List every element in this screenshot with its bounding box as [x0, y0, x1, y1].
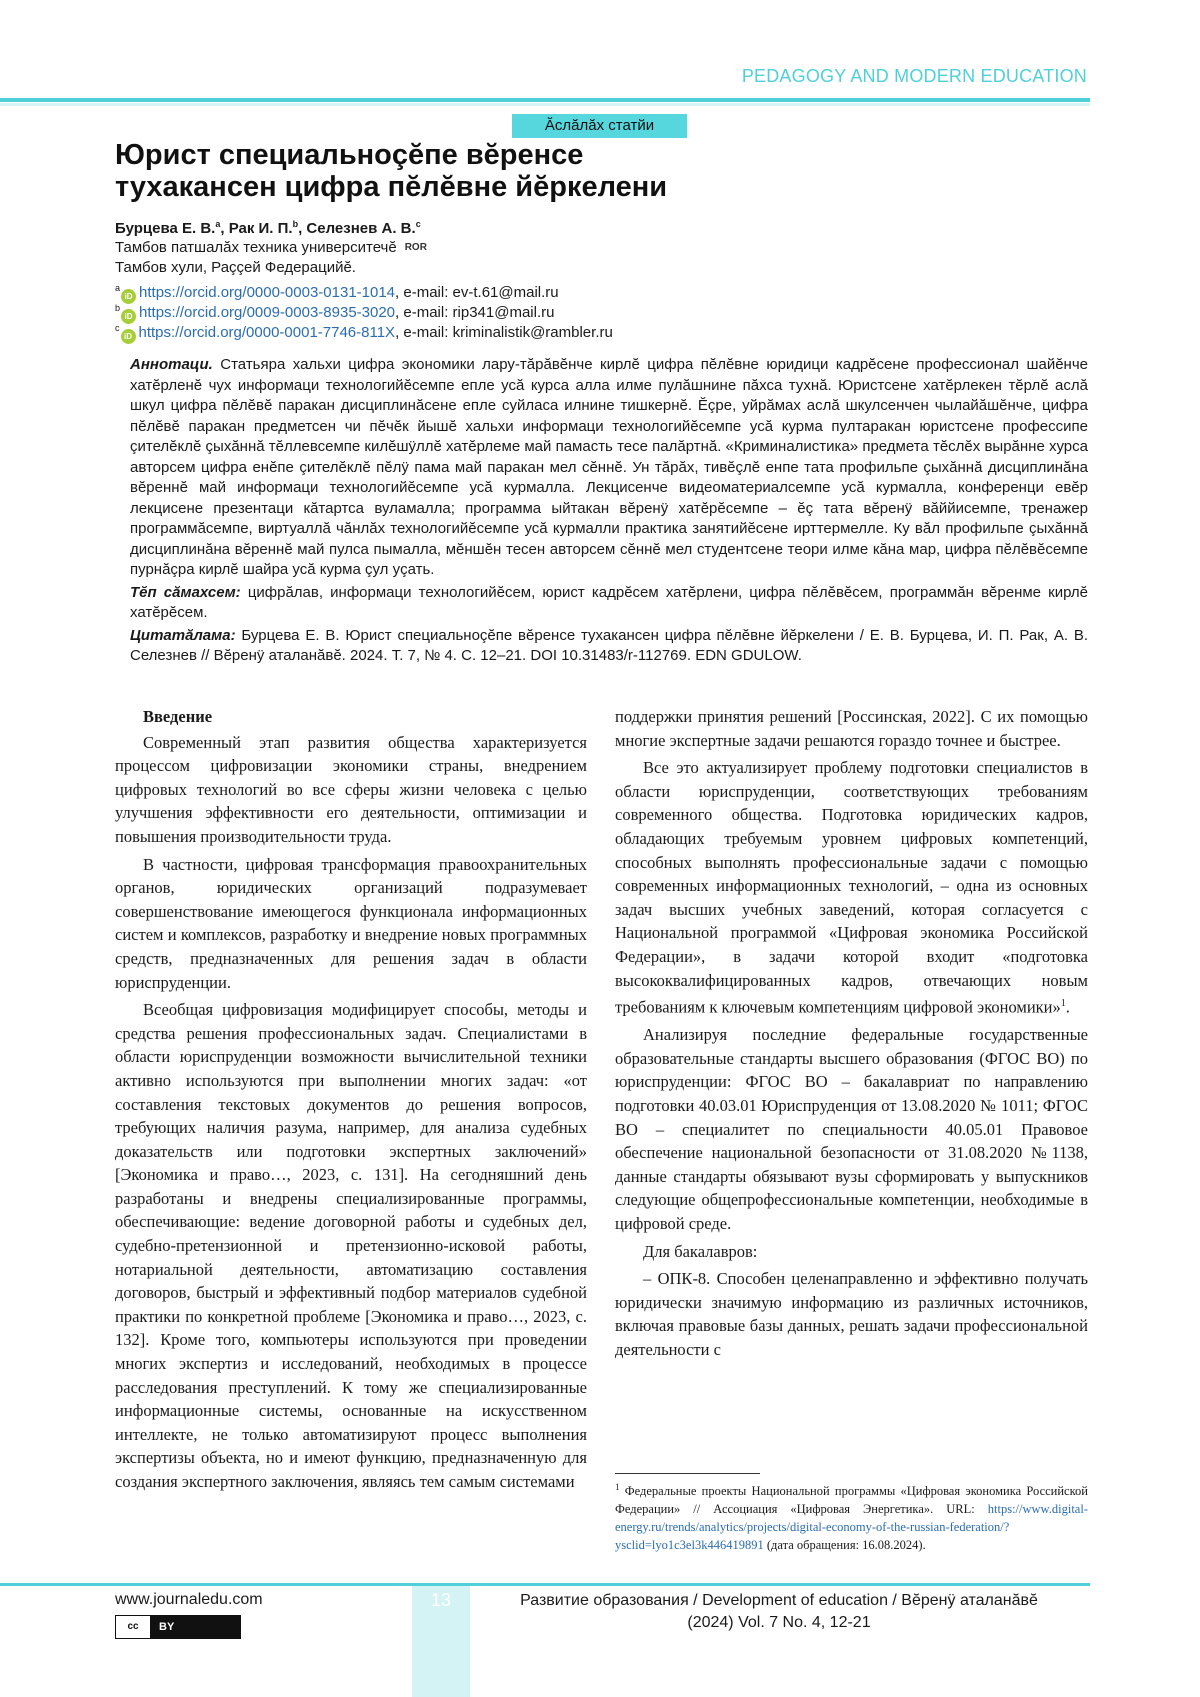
orcid-icon: iD [121, 309, 136, 324]
footer-rule [0, 1583, 1090, 1586]
left-column [115, 705, 587, 1498]
orcid-sup: b [115, 303, 120, 313]
right-column [615, 705, 1088, 1366]
affiliation-university: Тамбов патшалăх техника университечĕ [115, 239, 397, 256]
orcid-link[interactable]: https://orcid.org/0000-0001-7746-811X [139, 324, 396, 341]
author-3: Селезнев А. В. [306, 220, 415, 237]
citation-label: Цитатăлама: [130, 627, 236, 644]
abstract-block [130, 355, 1088, 669]
keywords-label: Тĕп сăмахсем: [130, 584, 241, 601]
author-1: Бурцева Е. В. [115, 220, 215, 237]
paragraph: Анализируя последние федеральные государственные образовательные стандарты высшего образования (ФГОС ВО) по юриспруденции: ФГОС ВО – бакалавриат по направлению подготовки 40.03.01 Юриспруденция от 13.08.2020 № 1011; ФГОС ВО – специалитет по специальности 40.05.01 Правовое обеспечение национальной безопасности от 31.08.2020 №1138, данные стандарты обязывают вузы сформировать у выпускников следующие общепрофессиональные компетенции, необходимые в цифровой среде. [615, 1023, 1088, 1235]
orcid-link[interactable]: https://orcid.org/0009-0003-8935-3020 [139, 304, 395, 321]
abstract-label: Аннотаци. [130, 356, 213, 373]
cc-icon: cc [116, 1616, 151, 1638]
page-number: 13 [412, 1590, 470, 1611]
citation-text: Бурцева Е. В. Юрист специальноçĕпе вĕренсе тухакансен цифра пĕлĕвне йĕркелени / Е. В. Бурцева, И. П. Рак, А. В. Селезнев // Вĕренÿ аталанăвĕ. 2024. Т. 7, № 4. С. 12–21. DOI 10.31483/r-112769. EDN GDULOW. [130, 627, 1088, 665]
article-title [115, 139, 1015, 203]
keywords-text: цифрăлав, информаци технологийĕсем, юрист кадрĕсем хатĕрлени, цифра пĕлĕвĕсем, программăн вĕренме кирлĕ хатĕрĕсем. [130, 584, 1088, 622]
author-email: , e-mail: ev-t.61@mail.ru [395, 284, 559, 301]
abstract [130, 355, 1088, 581]
section-heading: Введение [115, 705, 587, 729]
orcid-sup: c [115, 323, 120, 333]
journal-footer-line-1: Развитие образования / Development of education / Вĕренÿ аталанăвĕ [470, 1590, 1088, 1612]
author-2: Рак И. П. [229, 220, 293, 237]
affiliation-line-2: Тамбов хули, Раççей Федерацийĕ. [115, 258, 356, 278]
cc-by-license-badge[interactable] [115, 1615, 241, 1639]
article-type-badge: Ăслăлăх статйи [512, 114, 687, 138]
citation [130, 626, 1088, 667]
orcid-icon: iD [121, 289, 136, 304]
title-line-2: тухакансен цифра пĕлĕвне йĕркелени [115, 171, 1015, 203]
paragraph: поддержки принятия решений [Россинская, 2022]. С их помощью многие экспертные задачи решаются гораздо точнее и быстрее. [615, 705, 1088, 752]
keywords [130, 583, 1088, 624]
footnote-text: Федеральные проекты Национальной программы «Цифровая экономика Российской Федерации» // Ассоциация «Цифровая Энергетика». URL: [615, 1484, 1088, 1516]
journal-footer [470, 1590, 1088, 1634]
paragraph: Современный этап развития общества характеризуется процессом цифровизации экономики страны, внедрением цифровых технологий во все сферы жизни человека с целью улучшения эффективности его деятельности, оптимизации и повышения производительности труда. [115, 731, 587, 849]
paragraph: Все это актуализирует проблему подготовки специалистов в области юриспруденции, соответствующих требованиям современного общества. Подготовка юридических кадров, обладающих требуемым уровнем цифровых компетенций, способных выполнять профессиональные задачи с помощью современных информационных технологий, – одна из основных задач высших учебных заведений, которая согласуется с Национальной программой «Цифровая экономика Российской Федерации», в задачи которой входит «подготовка высококвалифицированных кадров, отвечающих новым требованиям к ключевым компетенциям цифровой экономики»1. [615, 756, 1088, 1019]
orcid-icon: iD [121, 329, 136, 344]
author-1-sup: a [215, 219, 220, 229]
footnote-ref[interactable]: 1 [1061, 998, 1066, 1009]
paragraph-text: Все это актуализирует проблему подготовки специалистов в области юриспруденции, соответствующих требованиям современного общества. Подготовка юридических кадров, обладающих требуемым уровнем цифровых компетенций, способных выполнять профессиональные задачи с помощью современных информационных технологий, – одна из основных задач высших учебных заведений, которая согласуется с Национальной программой «Цифровая экономика Российской Федерации», в задачи которой входит «подготовка высококвалифицированных кадров, отвечающих новым требованиям к ключевым компетенциям цифровой экономики» [615, 758, 1088, 1016]
orcid-sup: a [115, 283, 120, 293]
journal-header: PEDAGOGY AND MODERN EDUCATION [742, 66, 1087, 87]
author-email: , e-mail: rip341@mail.ru [395, 304, 554, 321]
affiliation-line-1 [115, 238, 427, 258]
paragraph: – ОПК-8. Способен целенаправленно и эффективно получать юридически значимую информацию из различных источников, включая правовые базы данных, решать задачи профессиональной деятельности с [615, 1267, 1088, 1361]
title-line-1: Юрист специальноçĕпе вĕренсе [115, 139, 1015, 171]
footnote-number: 1 [615, 1482, 620, 1492]
footnote [615, 1478, 1088, 1554]
orcid-link[interactable]: https://orcid.org/0000-0003-0131-1014 [139, 284, 395, 301]
header-rule [0, 98, 1090, 102]
author-2-sup: b [293, 219, 299, 229]
paragraph: Для бакалавров: [615, 1240, 1088, 1264]
header-rule-light [0, 103, 1090, 106]
by-label: BY [151, 1616, 174, 1638]
author-email: , e-mail: kriminalistik@rambler.ru [395, 324, 613, 341]
footnote-link[interactable]: https://www.digital-energy.ru/trends/analytics/projects/digital-economy-of-the-russian-federation/?ysclid=lyo1c3el3k446419891 [615, 1502, 1088, 1552]
ror-icon[interactable]: ROR [405, 238, 427, 258]
orcid-row-c [115, 318, 613, 344]
paragraph: Всеобщая цифровизация модифицирует способы, методы и средства решения профессиональных задач. Специалистами в области юриспруденции возможности вычислительной техники активно используются при выполнении многих задач: «от составления текстовых документов до решения вопросов, требующих наличия разума, например, для анализа судебных доказательств или подготовки экспертных заключений» [Экономика и право…, 2023, с. 131]. На сегодняшний день разработаны и внедрены специализированные программы, обеспечивающие: ведение договорной работы и судебных дел, судебно-претензионной и претензионно-исковой работы, нотариальной деятельности, автоматизацию составления договоров, быстрый и эффективный подбор материалов судебной практики по конкретной проблеме [Экономика и право…, 2023, с. 132]. Кроме того, компьютеры используются при проведении многих экспертиз и исследований, необходимых в процессе расследования преступлений. К тому же специализированные информационные системы, основанные на искусственном интеллекте, не только автоматизируют процесс выполнения экспертизы объекта, но и имеют функцию, предназначенную для создания экспертного заключения, являясь тем самым системами [115, 998, 587, 1493]
journal-website-link[interactable]: www.journaledu.com [115, 1591, 263, 1609]
abstract-text: Статьяра хальхи цифра экономики лару-тăрăвĕнче кирлĕ цифра пĕлĕвне юридици кадрĕсене профессионал шайĕнче хатĕрленĕ чух информаци технологийĕсемпе епле усă курса алла илме пулăшнине пăхса тухнă. Юристсене хатĕрлекен тĕрлĕ аслă шкул цифра пĕлĕвĕ паракан дисциплинăсене епле суйласа илнине тишкернĕ. Ĕçре, уйрăмах аслă шкулсенчен чылайăшĕнче, цифра пĕлĕвĕ паракан предметсен чи пĕчĕк йышĕ хальхи информаци технологийĕсемпе усă курма пултаракан юристсене професси­пе çителĕклĕ çыхăннă тĕллевсемпе килĕшÿллĕ хатĕрлеме май памасть тесе палăртнă. «Криминалистика» предмета тĕслĕх вырăнне хурса авторсем цифра енĕпе çителĕклĕ пĕлÿ пама май паракан мел сĕннĕ. Ун тăрăх, тивĕçлĕ енпе тата профильпе çыхăннă дисциплинăна вĕреннĕ май информаци технологийĕсемпе усă курмалла. Лекцисенче видеоматериалсемпе усă курмалла, конференци евĕр лекцисене презентаци кăтартса вуламалла; программа ыйтакан вĕренÿ хатĕрĕсемпе – ĕç тата вĕренÿ вăййисемпе, тренажер программăсемпе, виртуаллă чăнлăх технологийĕсемпе усă курмалли практика занятийĕсене ирттермелле. Ку вăл профильпе çыхăннă дисциплинăна вĕреннĕ май пулса пымалла, мĕншĕн тесен авторсем сĕннĕ мел студентсене теори илме кăна мар, цифра пĕлĕвĕсемпе пурнăçра кирлĕ шайра усă курма çул уçать. [130, 356, 1088, 578]
author-3-sup: c [416, 219, 421, 229]
authors: Бурцева Е. В.a, Рак И. П.b, Селезнев А. В.c [115, 219, 421, 237]
journal-footer-line-2: (2024) Vol. 7 No. 4, 12-21 [470, 1612, 1088, 1634]
footnote-date: (дата обращения: 16.08.2024). [764, 1538, 926, 1552]
paragraph: В частности, цифровая трансформация правоохранительных органов, юридических организаций подразумевает совершенствование имеющегося функционала информационных систем и комплексов, разработку и внедрение новых программных средств, предназначенных для решения задач в области юриспруденции. [115, 853, 587, 995]
footnote-rule [615, 1473, 760, 1474]
